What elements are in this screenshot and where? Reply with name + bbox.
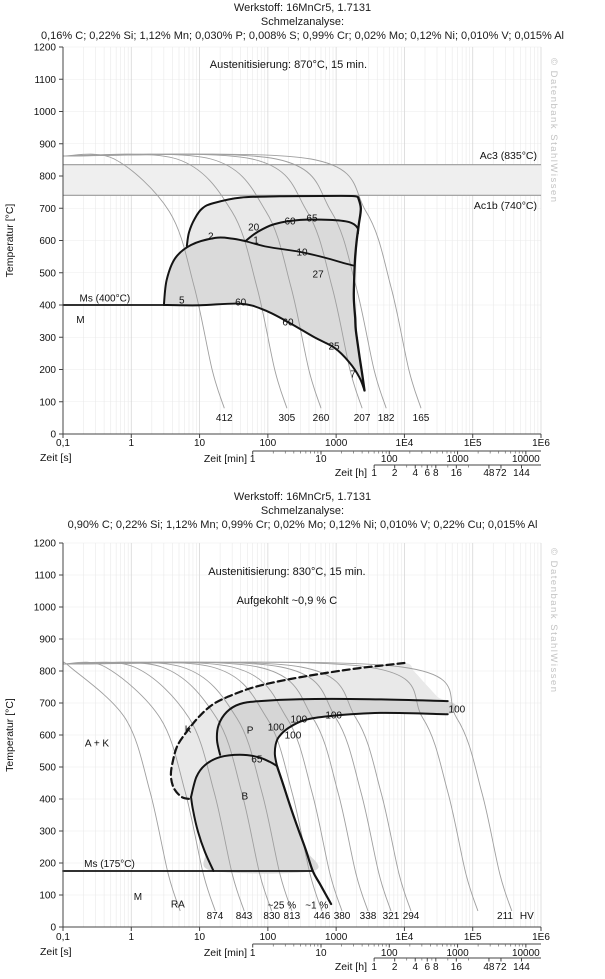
y-tick-label: 700: [39, 203, 56, 215]
phase-label: 60: [235, 297, 247, 309]
x-axis-label-seconds: Zeit [s]: [40, 452, 72, 464]
phase-label: 100: [290, 714, 308, 726]
y-tick-label: 500: [39, 762, 56, 774]
phase-label: 100: [325, 710, 343, 722]
hardness-value: 182: [377, 413, 395, 425]
x-axis-label-minutes: Zeit [min]: [203, 947, 247, 959]
phase-label: ~25 %: [267, 900, 297, 912]
y-tick-label: 1100: [34, 74, 56, 86]
phase-label: M: [76, 315, 85, 327]
x-axis-label-hours: Zeit [h]: [334, 961, 367, 973]
hour-tick-label: 4: [412, 962, 419, 973]
ac-line-label: Ac3 (835°C): [479, 150, 537, 163]
hardness-value: 294: [402, 911, 420, 922]
phase-label: 5: [179, 295, 185, 307]
x-tick-label: 1000: [325, 438, 348, 449]
y-tick-label: 400: [39, 794, 56, 806]
phase-label: 10: [296, 247, 308, 259]
y-tick-label: 100: [39, 890, 56, 902]
phase-label: P: [246, 725, 254, 737]
hardness-value: HV: [519, 911, 534, 922]
y-tick-label: 600: [39, 730, 56, 742]
y-tick-label: 0: [50, 922, 56, 934]
y-tick-label: 300: [39, 332, 56, 344]
phase-label: 100: [267, 722, 285, 734]
x-tick-label: 1: [128, 932, 135, 943]
hardness-value: 380: [333, 911, 351, 922]
y-tick-label: 900: [39, 139, 56, 151]
y-tick-label: 800: [39, 666, 56, 678]
y-tick-label: 700: [39, 698, 56, 710]
annotation: Aufgekohlt ~0,9 % C: [236, 594, 338, 607]
phase-label: ~1 %: [305, 900, 329, 912]
phase-label: RA: [170, 899, 185, 911]
chart1-composition: 0,16% C; 0,22% Si; 1,12% Mn; 0,030% P; 0,008% S; 0,99% Cr; 0,02% Mo; 0,12% Ni; 0,010% V; 0,015% Al: [41, 30, 564, 42]
hour-tick-label: 1: [371, 468, 377, 479]
chart-2: [4, 539, 559, 974]
chart2-composition: 0,90% C; 0,22% Si; 1,12% Mn; 0,99% Cr; 0,02% Mo; 0,12% Ni; 0,010% V; 0,22% Cu; 0,015% Al: [67, 519, 538, 531]
watermark: © Datenbank StahlWissen: [548, 58, 559, 204]
phase-label: Ms (400°C): [79, 293, 131, 305]
x-tick-label: 1E5: [463, 438, 482, 449]
phase-label: M: [133, 892, 143, 904]
y-tick-label: 0: [50, 429, 56, 441]
x-tick-label: 0,1: [56, 932, 70, 943]
hour-tick-label: 8: [433, 468, 439, 479]
phase-label: 60: [282, 317, 294, 329]
hour-tick-label: 72: [495, 468, 507, 479]
x-tick-label: 10: [194, 932, 206, 943]
phase-label: 27: [312, 269, 324, 281]
x-tick-label: 1: [128, 438, 135, 449]
y-axis-label: Temperatur [°C]: [4, 698, 16, 772]
hour-tick-label: 48: [483, 962, 495, 973]
phase-label: 7: [350, 369, 356, 381]
watermark: © Datenbank StahlWissen: [548, 548, 559, 694]
phase-label: 1: [253, 235, 259, 247]
y-tick-label: 1200: [33, 538, 56, 550]
x-axis-label-seconds: Zeit [s]: [40, 946, 72, 958]
hardness-value: 321: [382, 911, 400, 922]
x-tick-label: 1E5: [463, 932, 482, 943]
hour-tick-label: 6: [424, 468, 431, 479]
min-tick-label: 1000: [446, 454, 469, 465]
hour-tick-label: 2: [391, 468, 398, 479]
hour-tick-label: 144: [513, 468, 530, 479]
chart2-title: Werkstoff: 16MnCr5, 1.7131: [233, 491, 372, 503]
min-tick-label: 100: [380, 454, 398, 465]
phase-label: 20: [248, 222, 260, 234]
ac-band: [63, 165, 541, 196]
hardness-value: 165: [412, 413, 430, 425]
phase-label: 25: [328, 341, 340, 353]
hour-tick-label: 48: [483, 468, 495, 479]
hardness-value: 207: [353, 413, 371, 425]
min-tick-label: 10: [315, 454, 327, 465]
chart1-title: Werkstoff: 16MnCr5, 1.7131: [233, 2, 372, 14]
hour-tick-label: 4: [412, 468, 419, 479]
hour-tick-label: 144: [513, 962, 530, 973]
x-tick-label: 1E6: [532, 438, 550, 449]
y-tick-label: 1000: [33, 107, 56, 118]
x-axis-label-minutes: Zeit [min]: [203, 453, 247, 465]
y-axis-label: Temperatur [°C]: [4, 203, 16, 278]
phase-label: 60: [284, 216, 296, 228]
phase-label: K: [184, 724, 192, 736]
phase-label: 100: [284, 730, 302, 742]
x-tick-label: 100: [259, 932, 277, 943]
y-tick-label: 1000: [33, 602, 56, 614]
y-tick-label: 200: [39, 858, 56, 870]
y-tick-label: 1100: [34, 570, 56, 582]
hardness-value: 446: [313, 911, 331, 922]
hardness-value: 874: [206, 911, 224, 922]
phase-label: A + K: [84, 738, 110, 750]
chart-1: [4, 43, 559, 480]
hardness-value: 830: [263, 911, 281, 922]
hardness-value: 260: [312, 413, 330, 425]
hour-tick-label: 1: [371, 962, 377, 973]
hardness-value: 843: [235, 911, 253, 922]
y-tick-label: 200: [39, 365, 56, 376]
x-tick-label: 1E4: [395, 932, 414, 943]
phase-label: Ms (175°C): [84, 859, 135, 871]
phase-label: 100: [448, 704, 466, 716]
min-tick-label: 1: [249, 454, 256, 465]
phase-label: B: [241, 791, 249, 803]
phase-label: 65: [251, 754, 263, 766]
hardness-value: 813: [283, 911, 301, 922]
hour-tick-label: 2: [391, 962, 398, 973]
x-tick-label: 1E4: [395, 438, 414, 449]
ac-line-label: Ac1b (740°C): [473, 199, 537, 212]
x-tick-label: 10: [194, 438, 206, 449]
x-tick-label: 0,1: [56, 438, 70, 449]
phase-label: 2: [208, 231, 214, 243]
hour-tick-label: 8: [433, 962, 439, 973]
min-tick-label: 1000: [446, 948, 469, 959]
min-tick-label: 100: [380, 948, 398, 959]
phase-label: 65: [306, 213, 318, 225]
y-tick-label: 1200: [33, 42, 56, 54]
cooling-curve: [63, 662, 180, 911]
hour-tick-label: 16: [450, 468, 462, 479]
annotation: Austenitisierung: 870°C, 15 min.: [209, 58, 368, 71]
y-tick-label: 900: [39, 634, 56, 646]
chart2-subtitle: Schmelzanalyse:: [260, 505, 345, 517]
x-tick-label: 1E6: [532, 932, 550, 943]
y-tick-label: 300: [39, 826, 56, 838]
y-tick-label: 100: [39, 397, 56, 409]
x-axis-label-hours: Zeit [h]: [334, 467, 367, 479]
x-tick-label: 1000: [325, 932, 348, 943]
hardness-value: 211: [497, 911, 513, 922]
bainite-region: [191, 755, 319, 874]
hour-tick-label: 72: [495, 962, 507, 973]
y-tick-label: 800: [39, 171, 56, 183]
chart1-subtitle: Schmelzanalyse:: [260, 16, 345, 28]
y-tick-label: 500: [39, 268, 56, 280]
hour-tick-label: 6: [424, 962, 431, 973]
y-tick-label: 400: [39, 300, 56, 312]
min-tick-label: 10000: [511, 454, 540, 465]
x-tick-label: 100: [259, 438, 277, 449]
min-tick-label: 1: [249, 948, 256, 959]
min-tick-label: 10000: [511, 948, 540, 959]
hardness-value: 338: [359, 911, 377, 922]
hour-tick-label: 16: [450, 962, 462, 973]
hardness-value: 412: [215, 413, 233, 425]
min-tick-label: 10: [315, 948, 327, 959]
hardness-value: 305: [278, 413, 296, 425]
y-tick-label: 600: [39, 236, 56, 247]
annotation: Austenitisierung: 830°C, 15 min.: [208, 566, 366, 578]
